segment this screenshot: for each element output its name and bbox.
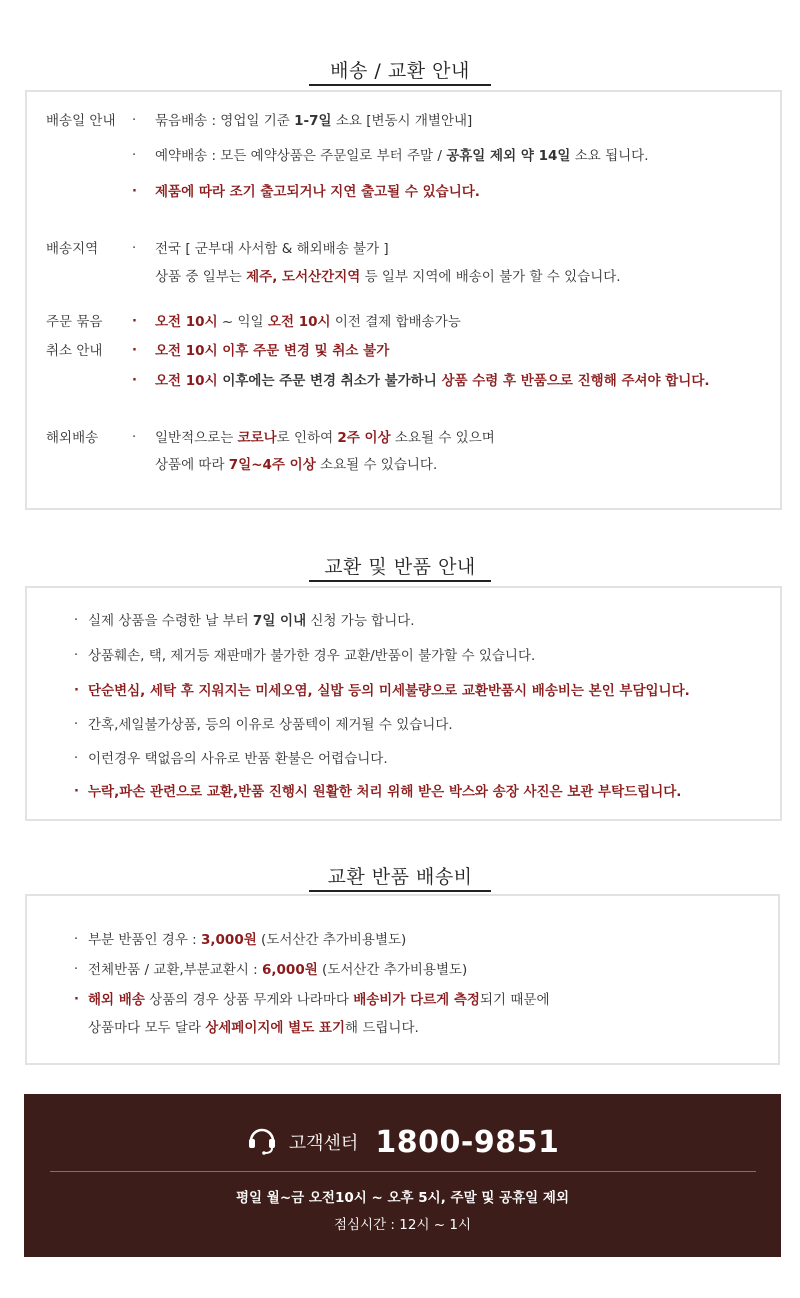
shipping-area-label: 배송지역	[46, 241, 99, 257]
business-hours: 평일 월~금 오전10시 ~ 오후 5시, 주말 및 공휴일 제외	[236, 1190, 569, 1206]
order-line-return: 오전 10시 이후에는 주문 변경 취소가 불가하니 상품 수령 후 반품으로 진행해 주셔야 합니다.	[155, 373, 710, 389]
fee-line-partial: 부분 반품인 경우 : 3,000원 (도서산간 추가비용별도)	[88, 932, 407, 948]
bullet: ·	[132, 430, 137, 445]
overseas-line-covid: 일반적으로는 코로나로 인하여 2주 이상 소요될 수 있으며	[155, 430, 495, 446]
shipping-line-reserve: 예약배송 : 모든 예약상품은 주문일로 부터 주말 / 공휴일 제외 약 14일 소요 됩니다.	[155, 148, 649, 164]
bullet: ·	[132, 314, 137, 329]
returns-line-period: 실제 상품을 수령한 날 부터 7일 이내 신청 가능 합니다.	[88, 613, 415, 629]
bullet: ·	[132, 148, 137, 163]
bullet: ·	[132, 184, 137, 199]
shipping-line-remote: 상품 중 일부는 제주, 도서산간지역 등 일부 지역에 배송이 불가 할 수 있습니다.	[155, 269, 621, 285]
returns-line-damage: 상품훼손, 택, 제거등 재판매가 불가한 경우 교환/반품이 불가할 수 있습니다.	[88, 648, 536, 664]
shipping-date-label: 배송일 안내	[46, 113, 116, 129]
returns-line-tag: 간혹,세일불가상품, 등의 이유로 상품텍이 제거될 수 있습니다.	[88, 717, 453, 733]
bullet: ·	[132, 113, 137, 128]
bullet: ·	[74, 962, 79, 977]
bullet: ·	[74, 992, 79, 1007]
fee-box	[25, 894, 780, 1065]
order-label-1: 주문 묶음	[46, 314, 103, 330]
shipping-title: 배송 / 교환 안내	[330, 60, 470, 82]
footer-divider	[50, 1171, 756, 1172]
bullet: ·	[132, 343, 137, 358]
bullet: ·	[74, 932, 79, 947]
returns-line-cost: 단순변심, 세탁 후 지워지는 미세오염, 실밥 등의 미세불량으로 교환반품시 배송비는 본인 부담입니다.	[88, 683, 690, 699]
returns-title: 교환 및 반품 안내	[324, 556, 476, 578]
shipping-line-bundle: 묶음배송 : 영업일 기준 1-7일 소요 [변동시 개별안내]	[155, 113, 473, 129]
order-label-2: 취소 안내	[46, 343, 103, 359]
fee-title: 교환 반품 배송비	[327, 866, 473, 888]
lunch-hours: 점심시간 : 12시 ~ 1시	[333, 1217, 472, 1233]
order-line-combine: 오전 10시 ~ 익일 오전 10시 이전 결제 합배송가능	[155, 314, 461, 330]
fee-title-underline	[309, 890, 491, 892]
bullet: ·	[74, 648, 79, 663]
shipping-line-delay: 제품에 따라 조기 출고되거나 지연 출고될 수 있습니다.	[155, 184, 480, 200]
customer-center-line	[24, 1124, 781, 1160]
shipping-line-nationwide: 전국 [ 군부대 사서함 & 해외배송 불가 ]	[155, 241, 389, 257]
returns-title-underline	[309, 580, 491, 582]
bullet: ·	[74, 717, 79, 732]
fee-line-overseas: 해외 배송 상품의 경우 상품 무게와 나라마다 배송비가 다르게 측정되기 때문에	[88, 992, 550, 1008]
bullet: ·	[74, 751, 79, 766]
order-line-nocancel: 오전 10시 이후 주문 변경 및 취소 불가	[155, 343, 390, 359]
bullet: ·	[74, 683, 79, 698]
overseas-line-duration: 상품에 따라 7일~4주 이상 소요될 수 있습니다.	[155, 457, 438, 473]
bullet: ·	[132, 373, 137, 388]
customer-center-label: 고객센터	[288, 1133, 359, 1154]
customer-center-phone[interactable]: 1800-9851	[375, 1124, 560, 1160]
overseas-label: 해외배송	[46, 430, 99, 446]
fee-line-detail: 상품마다 모두 달라 상세페이지에 별도 표기해 드립니다.	[88, 1020, 419, 1036]
bullet: ·	[132, 241, 137, 256]
returns-line-notag: 이런경우 택없음의 사유로 반품 환불은 어렵습니다.	[88, 751, 388, 767]
headset-icon	[246, 1124, 278, 1160]
fee-line-full: 전체반품 / 교환,부분교환시 : 6,000원 (도서산간 추가비용별도)	[88, 962, 468, 978]
shipping-title-underline	[309, 84, 491, 86]
customer-center-footer	[24, 1094, 781, 1257]
bullet: ·	[74, 613, 79, 628]
bullet: ·	[74, 784, 79, 799]
returns-line-photo: 누락,파손 관련으로 교환,반품 진행시 원활한 처리 위해 받은 박스와 송장 사진은 보관 부탁드립니다.	[88, 784, 682, 800]
